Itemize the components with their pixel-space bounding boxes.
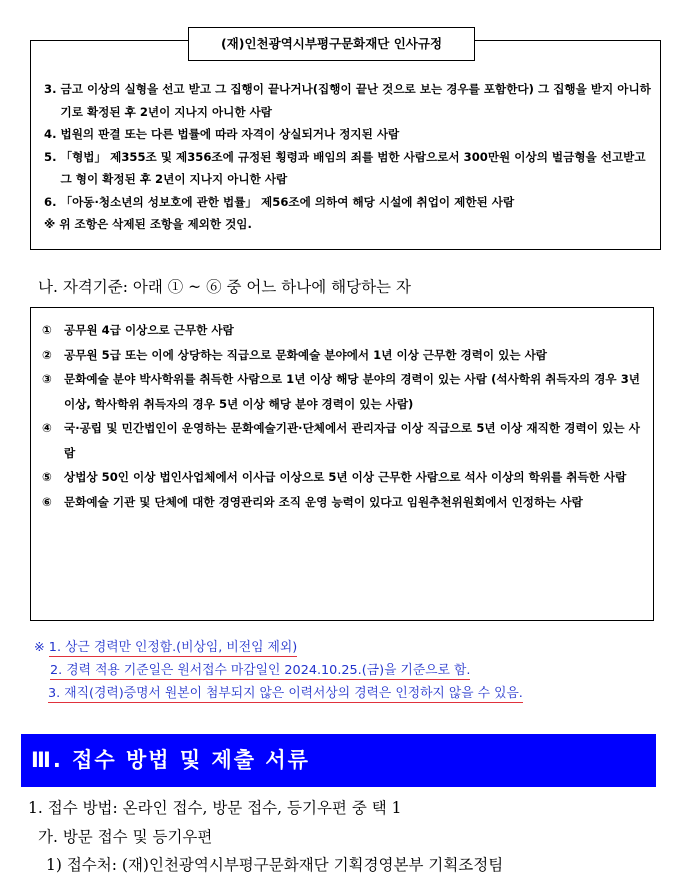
item-text: 문화예술 기관 및 단체에 대한 경영관리와 조직 운영 능력이 있다고 임원추천위원회에서 인정하는 사람 xyxy=(64,494,583,509)
list-item xyxy=(42,367,640,416)
item-number: ① xyxy=(42,323,52,337)
note-1 xyxy=(34,636,654,659)
item-number: ※ xyxy=(44,217,60,231)
application-method: 1. 접수 방법: 온라인 접수, 방문 접수, 등기우편 중 택 1 xyxy=(28,799,402,817)
regulation-title: (재)인천광역시부평구문화재단 인사규정 xyxy=(188,27,475,61)
subsection-heading: 가. 방문 접수 및 등기우편 xyxy=(38,828,213,846)
qualification-heading: 나. 자격기준: 아래 ① ~ ⑥ 중 어느 하나에 해당하는 자 xyxy=(38,278,411,296)
item-text: 공무원 5급 또는 이에 상당하는 직급으로 문화예술 분야에서 1년 이상 근무한 경력이 있는 사람 xyxy=(64,347,547,362)
list-item xyxy=(44,191,656,214)
note-mark: ※ xyxy=(34,640,49,655)
receiving-office: 1) 접수처: (재)인천광역시부평구문화재단 기획경영본부 기획조정팀 xyxy=(46,856,504,874)
item-number: ⑥ xyxy=(42,494,52,509)
item-number: ④ xyxy=(42,421,52,435)
item-number: ⑤ xyxy=(42,470,52,484)
list-item xyxy=(44,123,656,146)
item-number: 3. xyxy=(44,82,61,96)
list-item xyxy=(42,318,640,343)
item-text: 「형법」 제355조 및 제356조에 규정된 횡령과 배임의 죄를 범한 사람으로서 300만원 이상의 벌금형을 선고받고 그 형이 확정된 후 2년이 지나지 아니한 사람 xyxy=(60,149,646,186)
note-text: 2. 경력 적용 기준일은 원서접수 마감일인 2024.10.25.(금)을 기준으로 함. xyxy=(50,663,471,678)
item-number: 5. xyxy=(44,149,61,164)
qualification-list xyxy=(42,318,640,514)
item-text: 상법상 50인 이상 법인사업체에서 이사급 이상으로 5년 이상 근무한 사람으로 석사 이상의 학위를 취득한 사람 xyxy=(64,470,627,484)
note-2 xyxy=(34,659,654,682)
note-3 xyxy=(34,682,654,705)
item-text: 문화예술 분야 박사학위를 취득한 사람으로 1년 이상 해당 분야의 경력이 있는 사람 (석사학위 취득자의 경우 3년 이상, 학사학위 취득자의 경우 5년 이상 해당 분야 경력이 있는 사람) xyxy=(64,372,640,411)
item-text: 법원의 판결 또는 다른 법률에 따라 자격이 상실되거나 정지된 사람 xyxy=(60,127,400,141)
item-text: 공무원 4급 이상으로 근무한 사람 xyxy=(64,323,234,337)
regulation-list xyxy=(44,78,656,236)
item-text: 「아동·청소년의 성보호에 관한 법률」 제56조에 의하여 해당 시설에 취업이 제한된 사람 xyxy=(60,194,515,209)
list-item xyxy=(42,465,640,490)
item-text: 국·공립 및 민간법인이 운영하는 문화예술기관·단체에서 관리자급 이상 직급으로 5년 이상 재직한 경력이 있는 사람 xyxy=(64,421,640,460)
list-item xyxy=(44,146,656,191)
note-text: 3. 재직(경력)증명서 원본이 첨부되지 않은 이력서상의 경력은 인정하지 않을 수 있음. xyxy=(48,686,523,701)
notes xyxy=(34,636,654,705)
item-number: ③ xyxy=(42,372,52,386)
list-item xyxy=(42,416,640,465)
list-item xyxy=(42,343,640,368)
item-number: ② xyxy=(42,347,52,362)
list-item xyxy=(42,490,640,515)
section-heading: Ⅲ. 접수 방법 및 제출 서류 xyxy=(21,734,656,787)
item-text: 금고 이상의 실형을 선고 받고 그 집행이 끝나거나(집행이 끝난 것으로 보는 경우를 포함한다) 그 집행을 받지 아니하기로 확정된 후 2년이 지나지 아니한 사람 xyxy=(60,82,651,119)
item-text: 위 조항은 삭제된 조항을 제외한 것임. xyxy=(59,217,252,231)
item-number: 4. xyxy=(44,127,61,141)
list-item xyxy=(44,78,656,123)
note-text: 1. 상근 경력만 인정함.(비상임, 비전임 제외) xyxy=(48,640,298,655)
item-number: 6. xyxy=(44,194,61,209)
list-item xyxy=(44,213,656,236)
